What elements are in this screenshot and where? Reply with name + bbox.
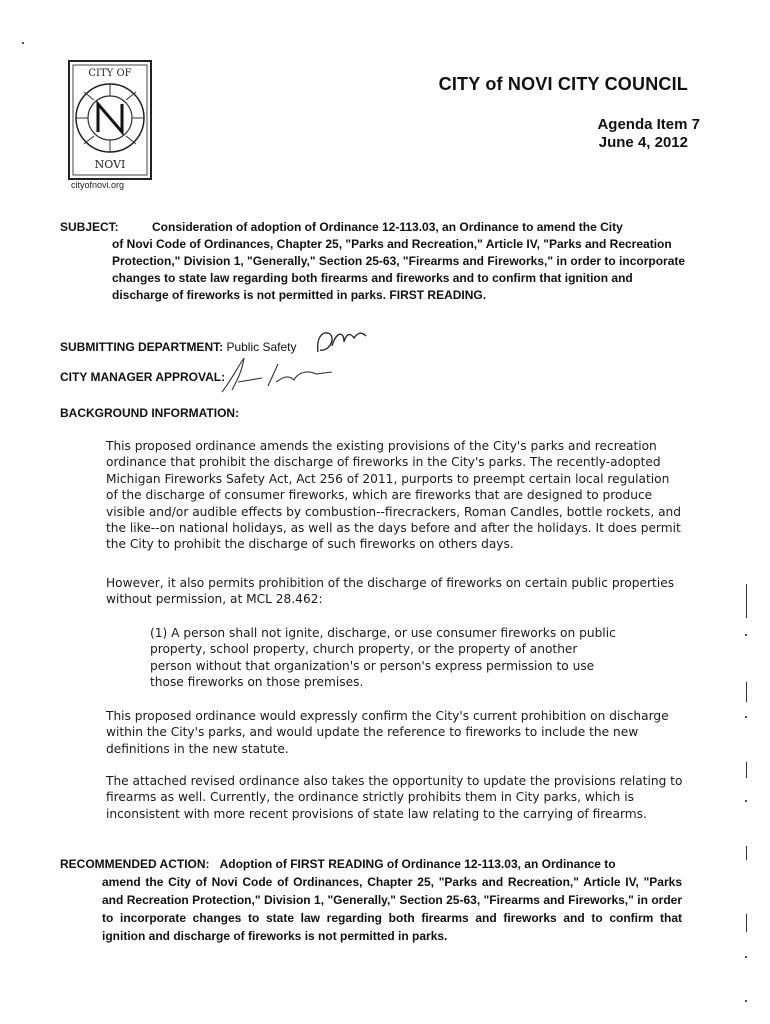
margin-dot [745, 800, 747, 802]
margin-dot [22, 42, 24, 44]
agenda-block [597, 116, 700, 152]
background-label: BACKGROUND INFORMATION: [60, 406, 240, 420]
margin-dot [745, 716, 747, 718]
margin-dot [745, 956, 747, 958]
margin-dot [745, 634, 747, 636]
subject-text-rest: of Novi Code of Ordinances, Chapter 25, "Parks and Recreation," Article IV, "Parks and Recreation Protection," Division 1, "Generally," Section 25-63, "Firearms and Fireworks," in order to incorporate changes to state law regarding both firearms and fireworks and to confirm that ignition and discharge of fireworks is not permitted in parks. FIRST READING. [112, 237, 686, 302]
margin-dot [745, 1000, 747, 1002]
subject-text-first: Consideration of adoption of Ordinance 12-113.03, an Ordinance to amend the City [152, 220, 623, 234]
city-seal-logo [68, 60, 152, 180]
subject-section [60, 219, 688, 304]
background-heading [60, 406, 239, 420]
revision-bar [746, 846, 747, 860]
revision-bar [746, 682, 747, 702]
seal-bottom-text: NOVI [94, 158, 126, 171]
background-paragraph-2: However, it also permits prohibition of the discharge of fireworks on certain public properties without permission, at MCL 28.462: [106, 576, 675, 607]
revision-bar [746, 584, 747, 618]
manager-signature [218, 352, 338, 396]
background-paragraph-1: This proposed ordinance amends the existing provisions of the City's parks and recreation ordinance that prohibit the discharge of fireworks in the City's parks. The recently-adopted Michigan Fireworks Safety Act, Act 256 of 2011, purports to preempt certain local regulation of the discharge of consumer fireworks, which are fireworks that are designed to produce visible and/or audible effects by combustion--firecrackers, Roman Candles, bottle rockets, and the like--on national holidays, as well as the days before and after the holidays. It does permit the City to prohibit the discharge of such fireworks on others days. [106, 439, 682, 552]
seal-top-text: CITY OF [88, 68, 132, 79]
council-title: CITY of NOVI CITY COUNCIL [438, 74, 688, 94]
city-manager-approval [60, 370, 225, 384]
recommended-label: RECOMMENDED ACTION: [60, 857, 210, 871]
recommended-text-rest: amend the City of Novi Code of Ordinances, Chapter 25, "Parks and Recreation," Article IV, "Parks and Recreation Protection," Division 1, "Generally," Section 25-63, "Firearms and Fireworks," in order to incorporate changes to state law regarding both firearms and fireworks and to confirm that ignition and discharge of fireworks is not permitted in parks. [102, 875, 682, 943]
statute-quote: (1) A person shall not ignite, discharge, or use consumer fireworks on public property, school property, church property, or the property of another person without that organization's or person's express permission to use those fireworks on those premises. [150, 626, 616, 690]
manager-label: CITY MANAGER APPROVAL: [60, 370, 226, 384]
agenda-item: Agenda Item 7 [597, 116, 700, 133]
revision-bar [746, 914, 747, 932]
seal-url: cityofnovi.org [71, 180, 125, 190]
subject-label: SUBJECT: [60, 220, 119, 234]
council-header [439, 74, 688, 95]
meeting-date: June 4, 2012 [598, 134, 688, 151]
submitting-value: Public Safety [226, 340, 297, 354]
submitting-label: SUBMITTING DEPARTMENT: [60, 340, 224, 354]
revision-bar [746, 762, 747, 778]
background-paragraph-4: The attached revised ordinance also takes the opportunity to update the provisions relating to firearms as well. Currently, the ordinance strictly prohibits them in City parks, which is inconsistent with more recent provisions of state law relating to the carrying of firearms. [106, 774, 683, 821]
recommended-action-section [60, 855, 682, 945]
background-paragraph-3: This proposed ordinance would expressly confirm the City's current prohibition on discharge within the City's parks, and would update the reference to fireworks to include the new definitions in the new statute. [106, 709, 669, 756]
recommended-text-first: Adoption of FIRST READING of Ordinance 12-113.03, an Ordinance to [219, 857, 616, 871]
